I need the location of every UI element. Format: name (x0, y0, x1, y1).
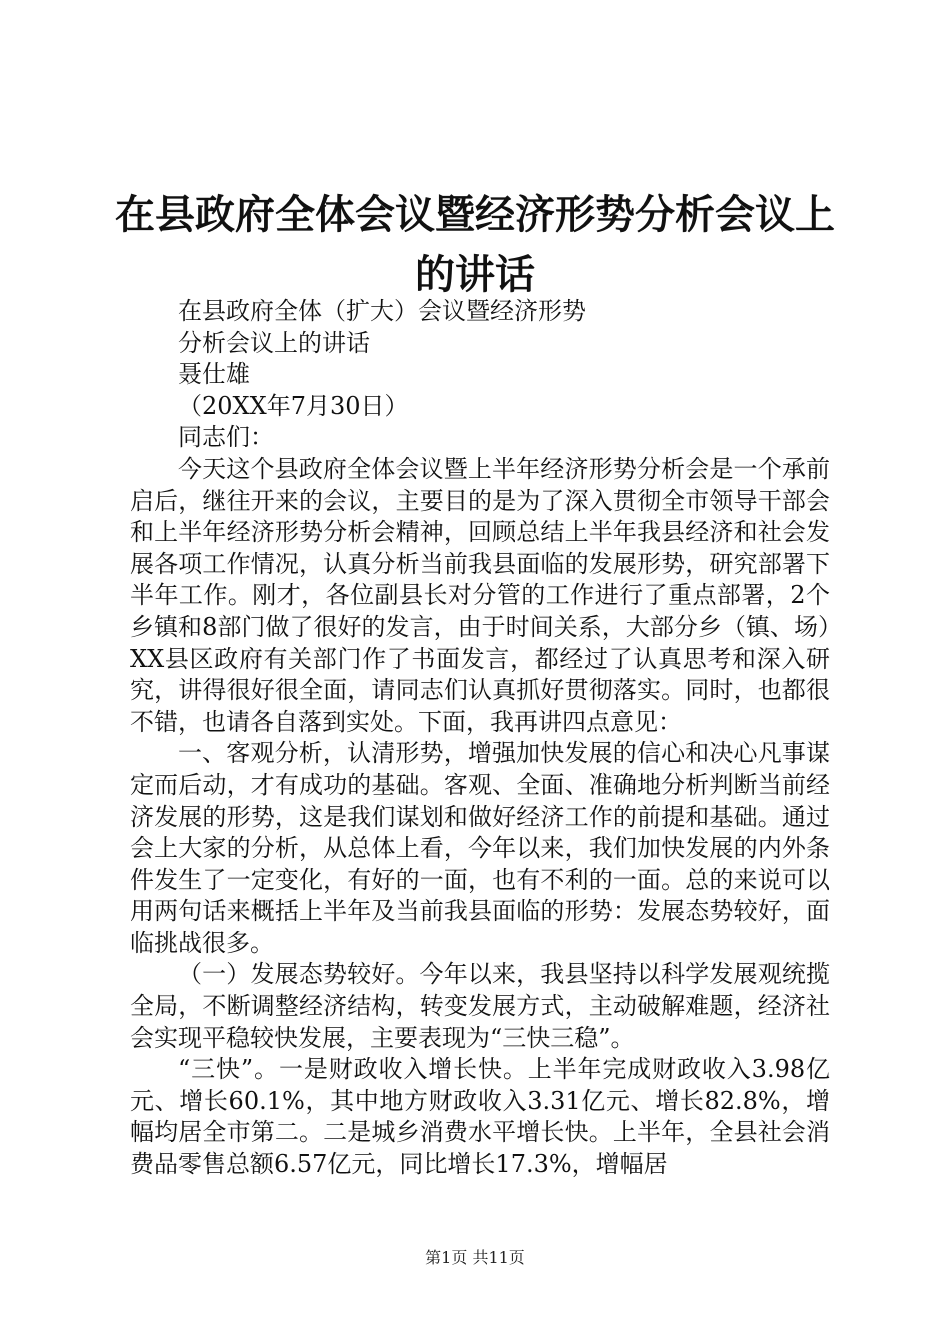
paragraph: （一）发展态势较好。今年以来，我县坚持以科学发展观统揽全局，不断调整经济结构，转变发展方式，主动破解难题，经济社会实现平稳较快发展，主要表现为“三快三稳”。 (130, 960, 830, 1052)
document-body (130, 296, 830, 1181)
paragraph: “三快”。一是财政收入增长快。上半年完成财政收入3.98亿元、增长60.1%，其中地方财政收入3.31亿元、增长82.8%，增幅均居全市第二。二是城乡消费水平增长快。上半年，全县社会消费品零售总额6.57亿元，同比增长17.3%，增幅居 (130, 1055, 830, 1179)
salutation: 同志们： (178, 423, 274, 452)
subtitle-line-2: 分析会议上的讲话 (178, 328, 370, 357)
page-number-footer: 第1页 共11页 (425, 1248, 525, 1267)
speech-date: （20XX年7月30日） (178, 391, 409, 420)
subtitle-line-1: 在县政府全体（扩大）会议暨经济形势 (178, 297, 586, 325)
paragraph: 一、客观分析，认清形势，增强加快发展的信心和决心凡事谋定而后动，才有成功的基础。客观、全面、准确地分析判断当前经济发展的形势，这是我们谋划和做好经济工作的前提和基础。通过会上大家的分析，从总体上看，今年以来，我们加快发展的内外条件发生了一定变化，有好的一面，也有不利的一面。总的来说可以用两句话来概括上半年及当前我县面临的形势：发展态势较好，面临挑战很多。 (130, 739, 830, 957)
author-name: 聂仕雄 (178, 360, 250, 389)
document-title: 在县政府全体会议暨经济形势分析会议上的讲话 (115, 191, 835, 298)
paragraph: 今天这个县政府全体会议暨上半年经济形势分析会是一个承前启后，继往开来的会议，主要目的是为了深入贯彻全市领导干部会和上半年经济形势分析会精神，回顾总结上半年我县经济和社会发展各项工作情况，认真分析当前我县面临的发展形势，研究部署下半年工作。刚才，各位副县长对分管的工作进行了重点部署，2个乡镇和8部门做了很好的发言，由于时间关系，大部分乡（镇、场）XX县区政府有关部门作了书面发言，都经过了认真思考和深入研究，讲得很好很全面，请同志们认真抓好贯彻落实。同时，也都很不错，也请各自落到实处。下面，我再讲四点意见： (130, 454, 830, 736)
